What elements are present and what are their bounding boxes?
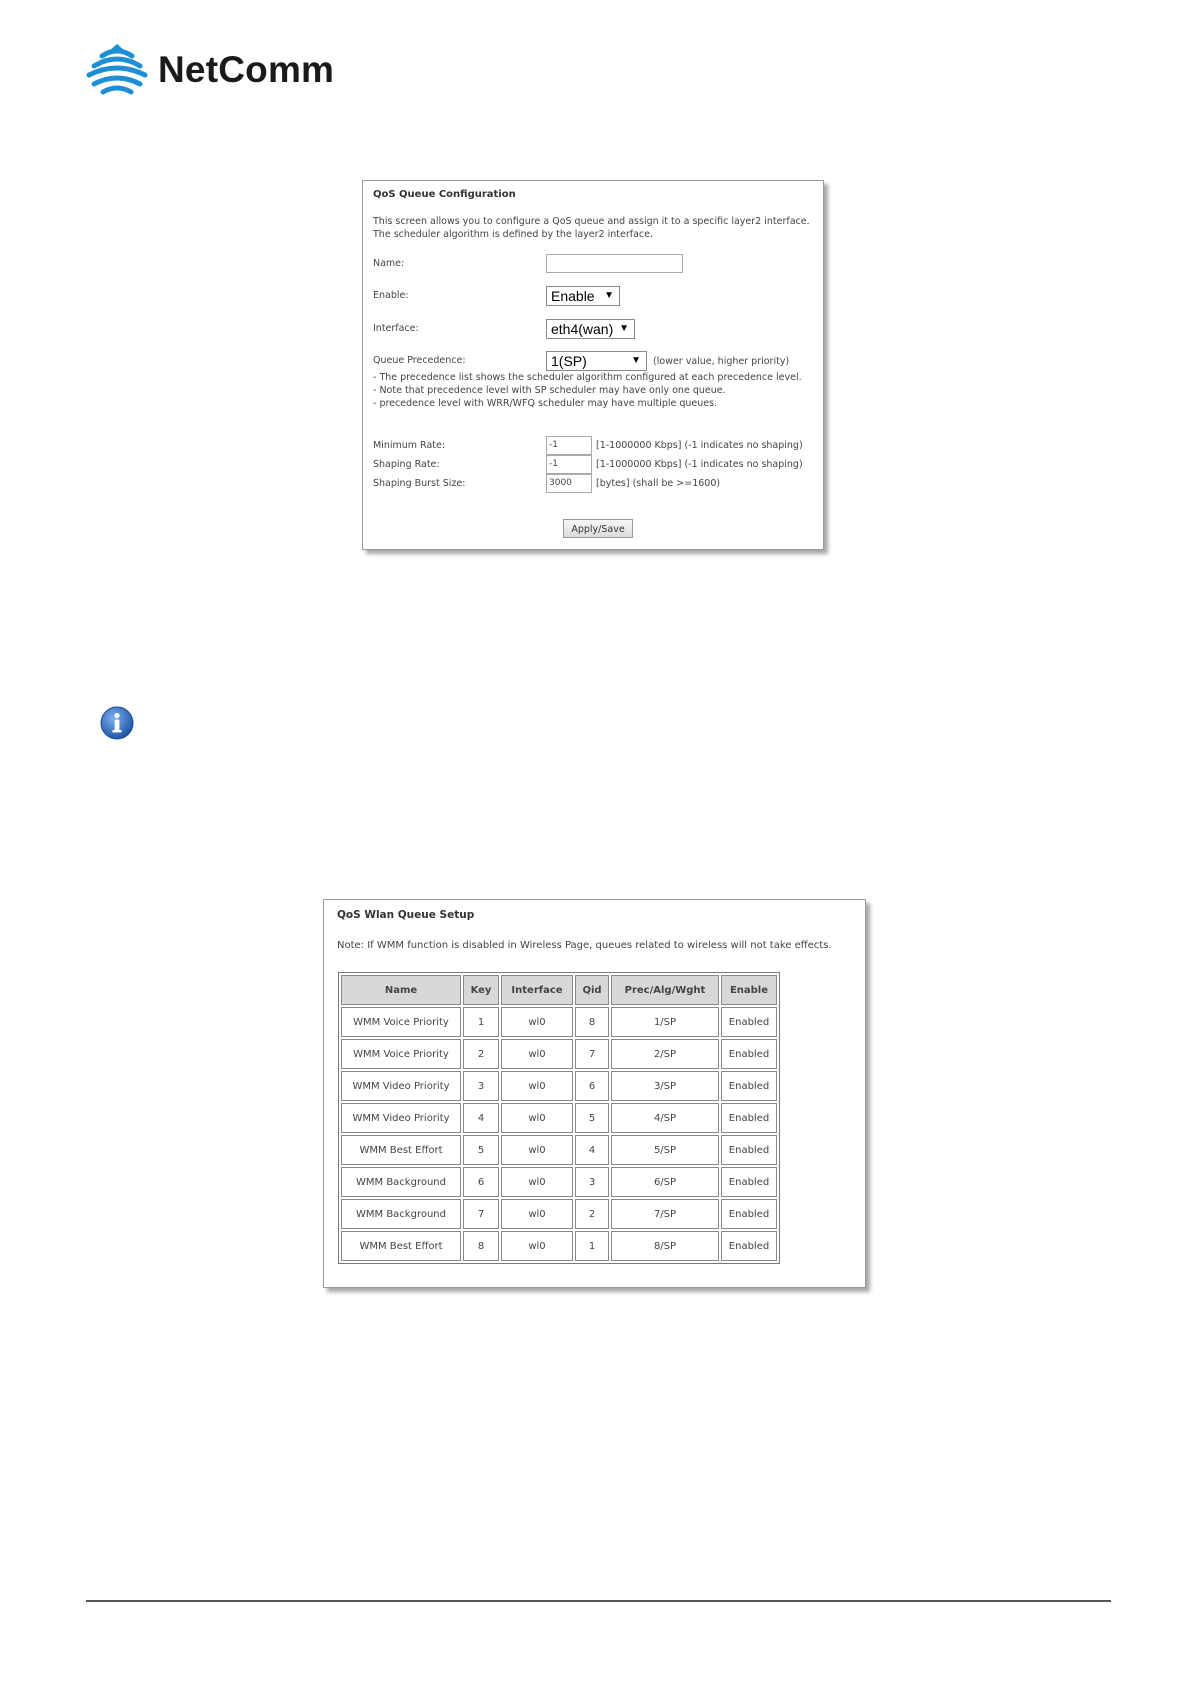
shaping-rate-input[interactable]: -1 (546, 455, 592, 474)
prec-alg-wght-cell: 5/SP (611, 1135, 719, 1165)
col-header: Qid (575, 975, 609, 1005)
queue-name-cell: WMM Background (341, 1167, 461, 1197)
note-line: - The precedence list shows the scheduler algorithm configured at each precedence level. (373, 372, 802, 383)
enable-select[interactable] (546, 286, 620, 306)
col-header: Key (463, 975, 499, 1005)
interface-cell: wl0 (501, 1071, 573, 1101)
interface-cell: wl0 (501, 1167, 573, 1197)
enable-cell: Enabled (721, 1199, 777, 1229)
key-cell: 3 (463, 1071, 499, 1101)
key-cell: 1 (463, 1007, 499, 1037)
wlan-queue-table (338, 972, 780, 1264)
prec-alg-wght-cell: 1/SP (611, 1007, 719, 1037)
queue-name-cell: WMM Video Priority (341, 1071, 461, 1101)
queue-name-cell: WMM Background (341, 1199, 461, 1229)
prec-alg-wght-cell: 4/SP (611, 1103, 719, 1133)
interface-select-value: eth4(wan) (551, 321, 614, 337)
interface-cell: wl0 (501, 1231, 573, 1261)
min-rate-input[interactable]: -1 (546, 436, 592, 455)
chevron-down-icon: ▼ (631, 355, 641, 366)
table-row (341, 1039, 777, 1069)
precedence-select[interactable] (546, 351, 647, 371)
qid-cell: 5 (575, 1103, 609, 1133)
precedence-hint: (lower value, higher priority) (653, 356, 790, 367)
interface-cell: wl0 (501, 1103, 573, 1133)
precedence-select-value: 1(SP) (551, 353, 587, 369)
burst-size-hint: [bytes] (shall be >=1600) (596, 478, 721, 489)
panel-title: QoS Wlan Queue Setup (337, 909, 475, 921)
qid-cell: 7 (575, 1039, 609, 1069)
qid-cell: 4 (575, 1135, 609, 1165)
qid-cell: 1 (575, 1231, 609, 1261)
logo-text: NetComm (158, 49, 335, 90)
min-rate-hint: [1-1000000 Kbps] (-1 indicates no shaping) (596, 440, 803, 451)
qos-wlan-queue-panel (323, 899, 866, 1288)
table-row (341, 1167, 777, 1197)
key-cell: 2 (463, 1039, 499, 1069)
table-row (341, 1135, 777, 1165)
chevron-down-icon: ▼ (604, 290, 614, 301)
key-cell: 7 (463, 1199, 499, 1229)
panel-intro: This screen allows you to configure a QoS queue and assign it to a specific layer2 interface. The scheduler algorithm is defined by the layer2 interface. (373, 216, 810, 240)
name-input[interactable] (546, 254, 683, 273)
queue-name-cell: WMM Best Effort (341, 1231, 461, 1261)
key-cell: 6 (463, 1167, 499, 1197)
netcomm-logo (86, 42, 334, 98)
min-rate-label: Minimum Rate: (373, 440, 446, 451)
interface-cell: wl0 (501, 1199, 573, 1229)
panel-title: QoS Queue Configuration (373, 189, 516, 200)
qid-cell: 6 (575, 1071, 609, 1101)
enable-select-value: Enable (551, 288, 595, 304)
table-row (341, 1103, 777, 1133)
qos-queue-config-panel (362, 180, 824, 550)
enable-cell: Enabled (721, 1039, 777, 1069)
interface-select[interactable] (546, 319, 635, 339)
note-line: - precedence level with WRR/WFQ scheduler may have multiple queues. (373, 398, 718, 409)
enable-cell: Enabled (721, 1231, 777, 1261)
enable-cell: Enabled (721, 1167, 777, 1197)
queue-name-cell: WMM Voice Priority (341, 1039, 461, 1069)
interface-cell: wl0 (501, 1039, 573, 1069)
queue-name-cell: WMM Video Priority (341, 1103, 461, 1133)
prec-alg-wght-cell: 6/SP (611, 1167, 719, 1197)
qid-cell: 3 (575, 1167, 609, 1197)
shaping-rate-hint: [1-1000000 Kbps] (-1 indicates no shaping) (596, 459, 803, 470)
col-header: Enable (721, 975, 777, 1005)
qid-cell: 8 (575, 1007, 609, 1037)
queue-name-cell: WMM Best Effort (341, 1135, 461, 1165)
apply-save-button[interactable]: Apply/Save (563, 519, 633, 538)
name-label: Name: (373, 258, 405, 269)
prec-alg-wght-cell: 2/SP (611, 1039, 719, 1069)
queue-name-cell: WMM Voice Priority (341, 1007, 461, 1037)
info-icon (100, 706, 134, 740)
interface-cell: wl0 (501, 1007, 573, 1037)
prec-alg-wght-cell: 8/SP (611, 1231, 719, 1261)
interface-label: Interface: (373, 323, 419, 334)
table-header-row (341, 975, 777, 1005)
chevron-down-icon: ▼ (619, 323, 629, 334)
key-cell: 4 (463, 1103, 499, 1133)
burst-size-input[interactable]: 3000 (546, 474, 592, 493)
col-header: Interface (501, 975, 573, 1005)
col-header: Name (341, 975, 461, 1005)
enable-cell: Enabled (721, 1135, 777, 1165)
precedence-notes (373, 371, 802, 410)
interface-cell: wl0 (501, 1135, 573, 1165)
table-row (341, 1071, 777, 1101)
enable-label: Enable: (373, 290, 409, 301)
shaping-rate-label: Shaping Rate: (373, 459, 440, 470)
wmm-note: Note: If WMM function is disabled in Wireless Page, queues related to wireless will not take effects. (337, 940, 832, 951)
qid-cell: 2 (575, 1199, 609, 1229)
footer-rule (86, 1600, 1111, 1602)
prec-alg-wght-cell: 3/SP (611, 1071, 719, 1101)
table-row (341, 1199, 777, 1229)
netcomm-wifi-logo-icon (86, 42, 148, 98)
precedence-label: Queue Precedence: (373, 355, 466, 366)
table-row (341, 1231, 777, 1261)
enable-cell: Enabled (721, 1103, 777, 1133)
enable-cell: Enabled (721, 1007, 777, 1037)
key-cell: 8 (463, 1231, 499, 1261)
enable-cell: Enabled (721, 1071, 777, 1101)
burst-size-label: Shaping Burst Size: (373, 478, 466, 489)
col-header: Prec/Alg/Wght (611, 975, 719, 1005)
prec-alg-wght-cell: 7/SP (611, 1199, 719, 1229)
note-line: - Note that precedence level with SP scheduler may have only one queue. (373, 385, 726, 396)
table-row (341, 1007, 777, 1037)
key-cell: 5 (463, 1135, 499, 1165)
